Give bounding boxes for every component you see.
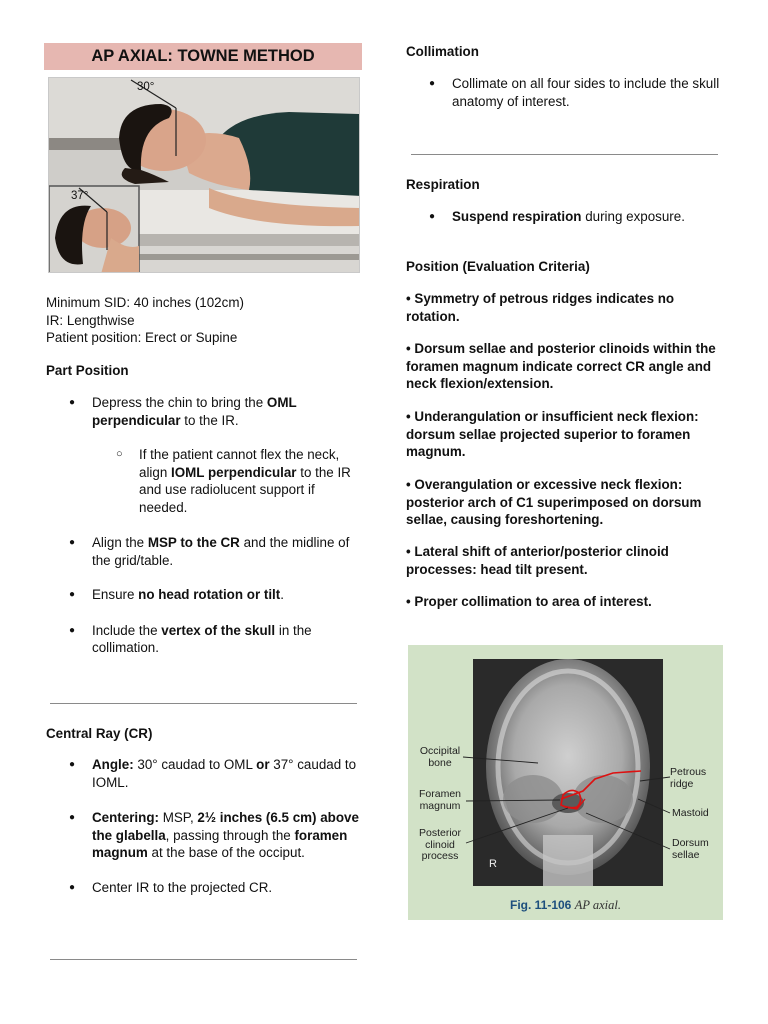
figure-number: Fig. 11-106 [509,898,572,912]
part-position-list [46,394,362,657]
central-ray-list [46,756,362,896]
list-item: ● Collimate on all four sides to include the skull anatomy of interest. [406,75,722,110]
ir-text: IR: Lengthwise [46,312,135,328]
list-item: ● Centering: MSP, 2½ inches (6.5 cm) above the glabella, passing through the foramen magnum at the base of the occiput. [46,809,362,862]
positioning-photo [48,77,360,273]
sid-text: Minimum SID: 40 inches (102cm) [46,295,244,310]
criteria-item: • Underangulation or insufficient neck flexion: dorsum sellae projected superior to foramen magnum. [406,409,699,459]
label-occipital-bone: Occipital bone [419,745,461,769]
label-dorsum-sellae: Dorsum sellae [672,837,709,861]
criteria-item: • Overangulation or excessive neck flexion: posterior arch of C1 superimposed on dorsum sellae, causing foreshortening. [406,477,702,527]
criteria-item: • Lateral shift of anterior/posterior clinoid processes: head tilt present. [406,544,669,577]
figure-caption-text: AP axial. [574,898,621,912]
sub-list-item: ○ If the patient cannot flex the neck, align IOML perpendicular to the IR and use radiolucent support if needed. [46,446,357,516]
label-posterior-clinoid: Posterior clinoid process [418,827,461,862]
collimation-heading: Collimation [406,44,479,59]
criteria-item: • Proper collimation to area of interest. [406,594,652,609]
criteria-item: • Symmetry of petrous ridges indicates no rotation. [406,291,675,324]
figure-caption [408,897,723,915]
list-item: ● Angle: 30° caudad to OML or 37° caudad to IOML. [46,756,362,791]
label-petrous-ridge: Petrous ridge [670,766,707,790]
part-position-heading: Part Position [46,363,129,378]
list-item: ● Ensure no head rotation or tilt. [46,586,362,604]
angle-37-label: 37° [71,190,89,202]
list-item: ● Center IR to the projected CR. [46,879,362,897]
label-mastoid: Mastoid [672,807,709,819]
criteria-item: • Dorsum sellae and posterior clinoids within the foramen magnum indicate correct CR angle and neck flexion/extension. [406,341,716,391]
collimation-list [406,75,722,110]
list-item: ● Suspend respiration during exposure. [406,208,722,226]
evaluation-heading: Position (Evaluation Criteria) [406,259,590,274]
respiration-list [406,208,722,226]
label-foramen-magnum: Foramen magnum [418,788,461,812]
specs-block [46,294,366,347]
respiration-heading: Respiration [406,177,480,192]
divider [411,154,718,155]
xray-figure [408,645,723,920]
divider [50,703,357,704]
patient-position-text: Patient position: Erect or Supine [46,330,238,345]
page-title: AP AXIAL: TOWNE METHOD [44,43,362,70]
list-item: ● Align the MSP to the CR and the midline of the grid/table. [46,534,362,569]
central-ray-heading: Central Ray (CR) [46,726,153,741]
angle-30-label: 30° [137,81,155,93]
list-item: ● Include the vertex of the skull in the collimation. [46,622,362,657]
divider [50,959,357,960]
list-item: ● Depress the chin to bring the OML perpendicular to the IR. [46,394,362,429]
r-marker: R [489,858,497,870]
